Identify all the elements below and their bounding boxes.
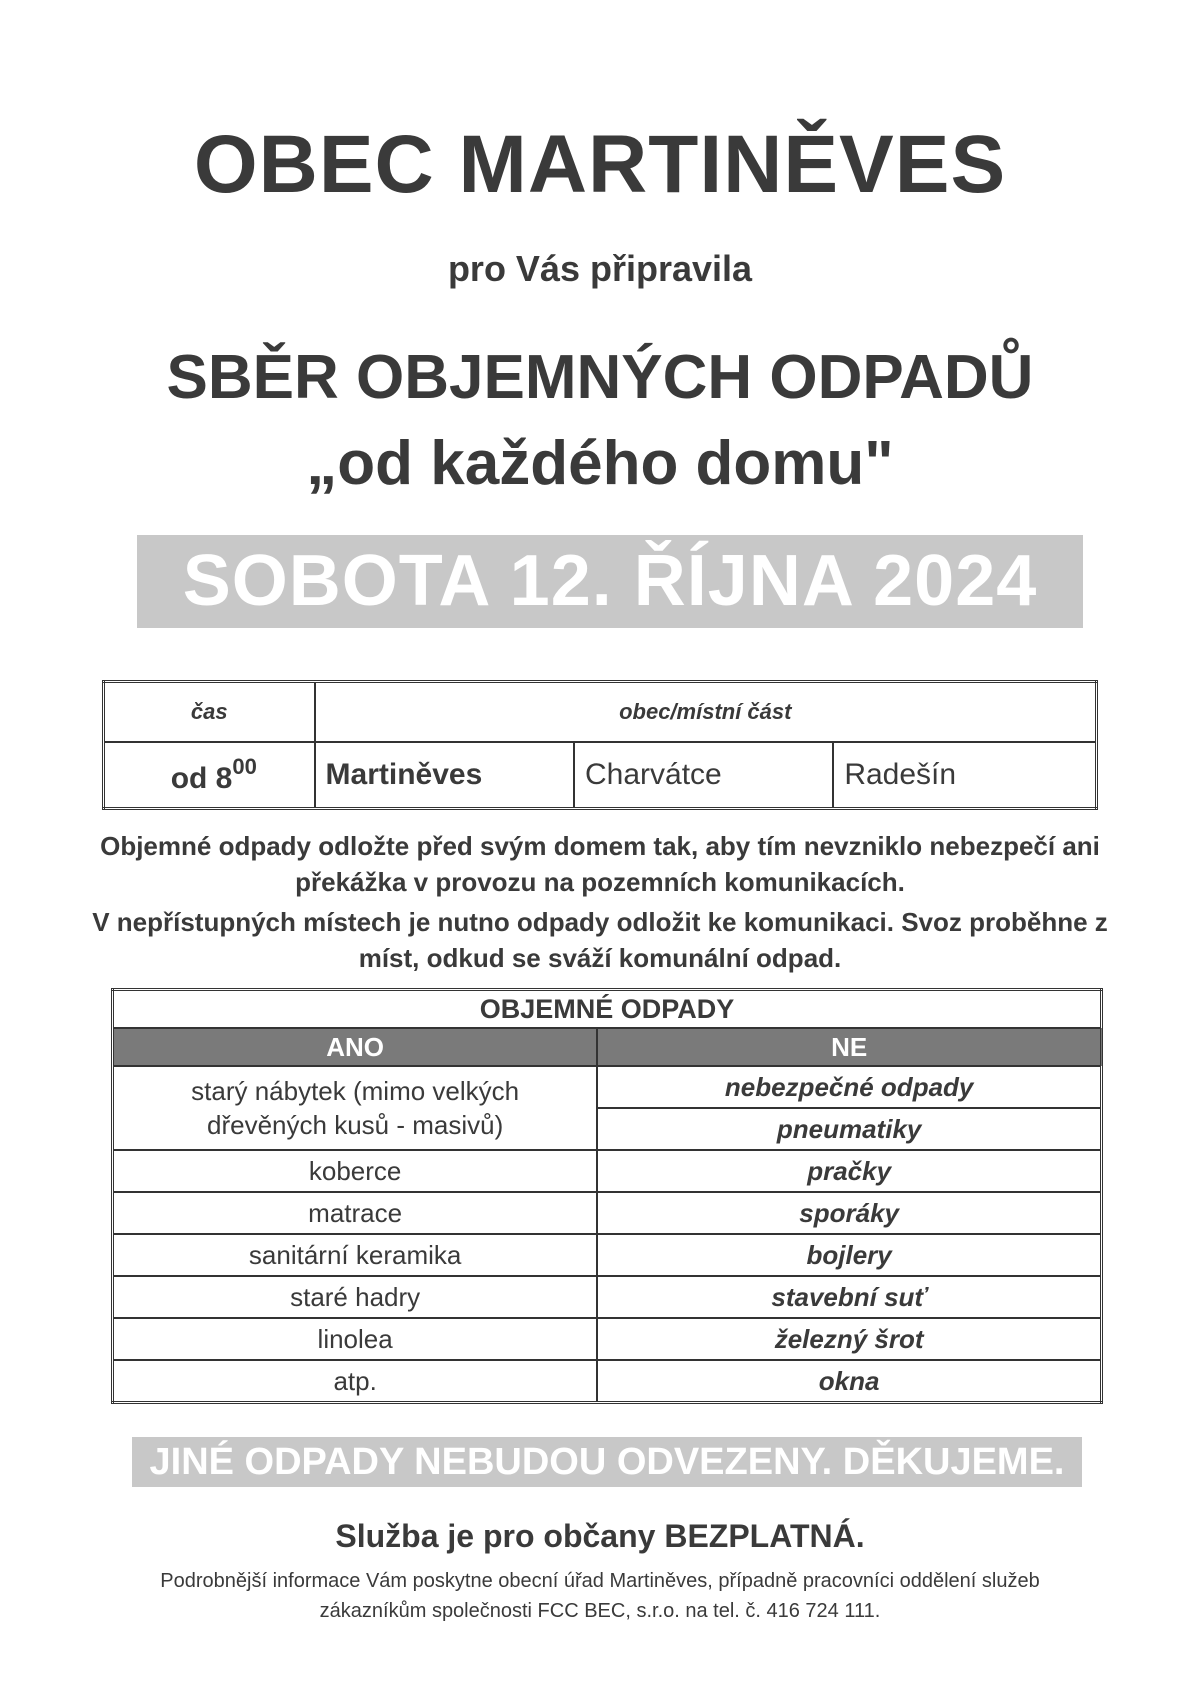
event-subtitle bbox=[0, 335, 1200, 507]
schedule-table bbox=[102, 680, 1098, 810]
subtitle-line-2: „od každého domu" bbox=[306, 429, 894, 498]
yes-item: starý nábytek (mimo velkých dřevěných kusů - masivů) bbox=[113, 1066, 598, 1150]
yes-item: staré hadry bbox=[113, 1276, 598, 1318]
no-item: stavební suť bbox=[597, 1276, 1101, 1318]
no-item: pneumatiky bbox=[597, 1108, 1101, 1150]
table-row bbox=[113, 1150, 1102, 1192]
waste-title: OBJEMNÉ ODPADY bbox=[113, 990, 1102, 1029]
contact-info bbox=[100, 1566, 1100, 1626]
warning-banner: JINÉ ODPADY NEBUDOU ODVEZENY. DĚKUJEME. bbox=[132, 1437, 1082, 1487]
prepared-note: pro Vás připravila bbox=[447, 248, 753, 289]
place-header: obec/místní část bbox=[315, 682, 1097, 743]
free-service-note: Služba je pro občany BEZPLATNÁ. bbox=[335, 1518, 865, 1554]
yes-item: koberce bbox=[113, 1150, 598, 1192]
no-item: pračky bbox=[597, 1150, 1101, 1192]
yes-item: sanitární keramika bbox=[113, 1234, 598, 1276]
page-title: OBEC MARTINĚVES bbox=[193, 119, 1007, 210]
contact-line-1: Podrobnější informace Vám poskytne obecní úřad Martiněves, případně pracovníci oddělení služeb bbox=[160, 1570, 1040, 1592]
contact-line-2: zákazníkům společnosti FCC BEC, s.r.o. na tel. č. 416 724 111. bbox=[319, 1600, 881, 1622]
waste-column-header-row bbox=[113, 1028, 1102, 1066]
no-item: okna bbox=[597, 1360, 1101, 1403]
instruction-paragraph-1: Objemné odpady odložte před svým domem tak, aby tím nevzniklo nebezpečí ani překážka v provozu na pozemních komunikacích. bbox=[100, 831, 1100, 897]
schedule-row bbox=[104, 742, 1097, 809]
no-item: bojlery bbox=[597, 1234, 1101, 1276]
schedule-header-row bbox=[104, 682, 1097, 743]
waste-table bbox=[111, 988, 1103, 1404]
table-row bbox=[113, 1360, 1102, 1403]
yes-item: linolea bbox=[113, 1318, 598, 1360]
table-row bbox=[113, 1276, 1102, 1318]
start-time-minutes: 00 bbox=[232, 754, 257, 779]
yes-item: atp. bbox=[113, 1360, 598, 1403]
no-item: železný šrot bbox=[597, 1318, 1101, 1360]
yes-header: ANO bbox=[113, 1028, 598, 1066]
place-charvatce: Charvátce bbox=[574, 742, 833, 809]
no-item: sporáky bbox=[597, 1192, 1101, 1234]
yes-item: matrace bbox=[113, 1192, 598, 1234]
place-martineves: Martiněves bbox=[315, 742, 574, 809]
waste-title-row bbox=[113, 990, 1102, 1029]
start-time-prefix: od 8 bbox=[170, 762, 233, 795]
time-header: čas bbox=[104, 682, 315, 743]
table-row bbox=[113, 1192, 1102, 1234]
start-time bbox=[104, 742, 315, 809]
subtitle-line-1: SBĚR OBJEMNÝCH ODPADŮ bbox=[166, 343, 1034, 412]
date-banner: SOBOTA 12. ŘÍJNA 2024 bbox=[137, 535, 1083, 628]
place-radesin: Radešín bbox=[833, 742, 1096, 809]
instruction-paragraph-2: V nepřístupných místech je nutno odpady odložit ke komunikaci. Svoz proběhne z míst, odkud se sváží komunální odpad. bbox=[92, 907, 1108, 973]
table-row bbox=[113, 1318, 1102, 1360]
no-header: NE bbox=[597, 1028, 1101, 1066]
table-row bbox=[113, 1234, 1102, 1276]
no-item: nebezpečné odpady bbox=[597, 1066, 1101, 1108]
table-row bbox=[113, 1066, 1102, 1108]
